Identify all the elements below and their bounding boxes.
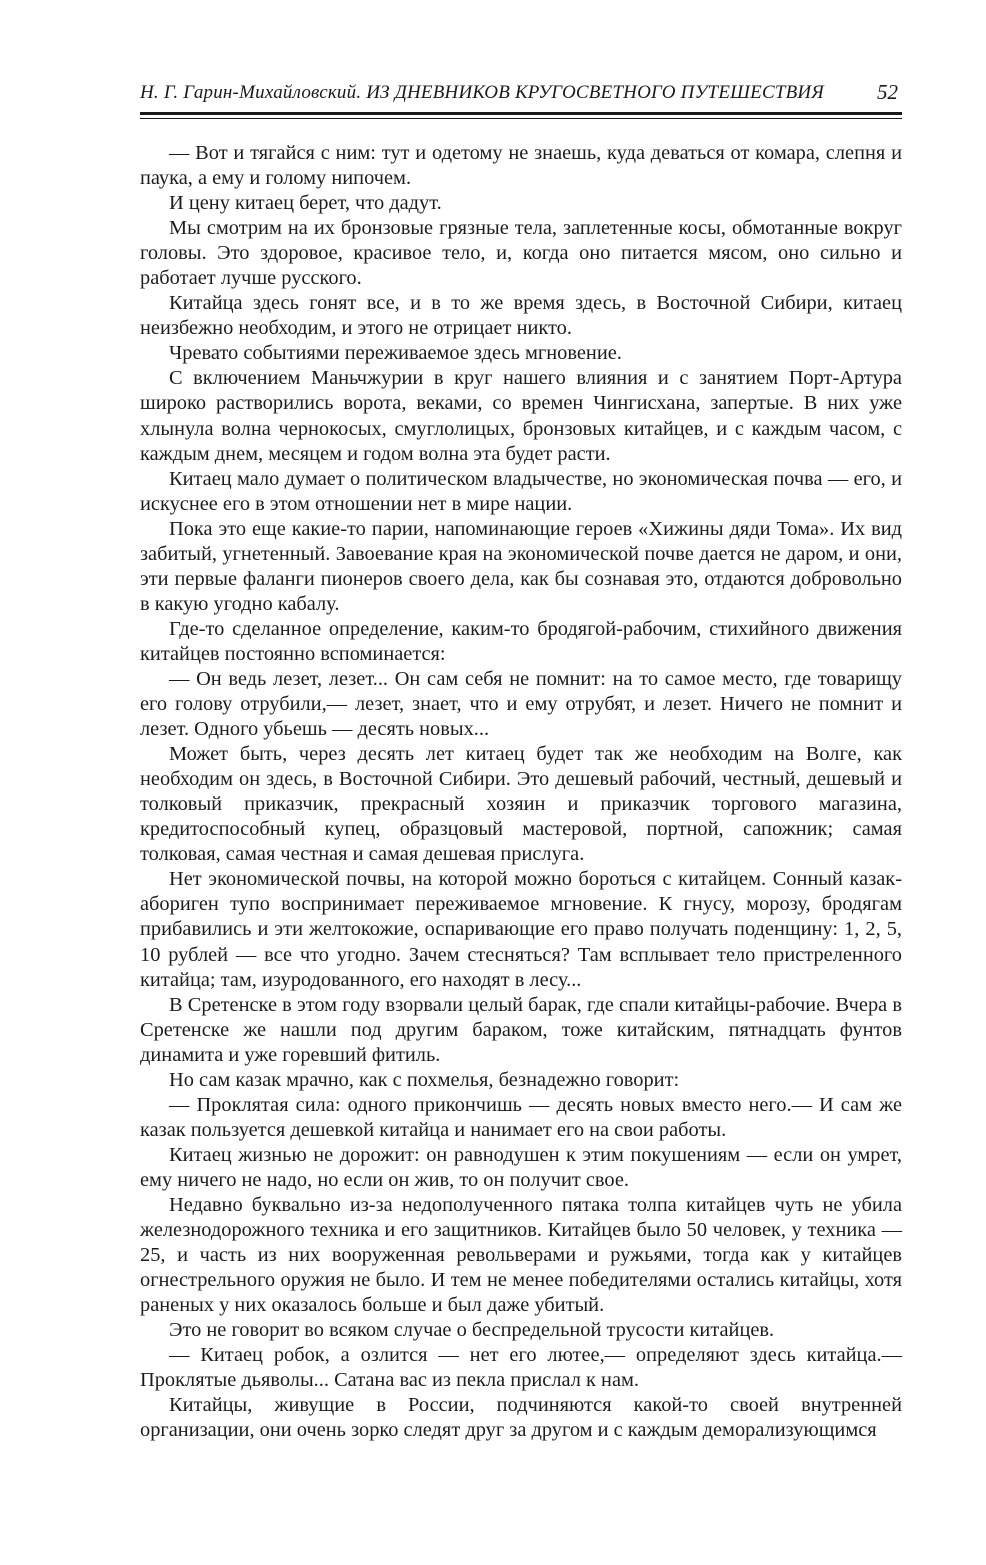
paragraph: И цену китаец берет, что дадут. <box>169 192 442 215</box>
paragraph: С включением Маньчжурии в круг нашего влияния и с занятием Порт-Артура широко растворились ворота, веками, со времен Чингисхана, запертые. В них уже хлынула волна чернокосых, смуглолицых, бронзовых китайцев, и с каждым часом, с каждым днем, месяцем и годом волна эта будет расти. <box>140 367 902 465</box>
paragraph: Но сам казак мрачно, как с похмелья, безнадежно говорит: <box>169 1068 680 1091</box>
paragraph: Мы смотрим на их бронзовые грязные тела, заплетенные косы, обмотанные вокруг головы. Это здоровое, красивое тело, и, когда оно питается мясом, оно сильно и работает лучше русского. <box>140 217 902 290</box>
page-number: 52 <box>877 80 898 104</box>
paragraph: Китайцы, живущие в России, подчиняются какой-то своей внутренней организации, они очень зорко следят друг за другом и с каждым деморализующимся <box>140 1394 902 1442</box>
paragraph: Нет экономической почвы, на которой можно бороться с китайцем. Сонный казак-абориген тупо воспринимает переживаемое мгновение. К гнусу, морозу, бродягам прибавились и эти желтокожие, оспаривающие его право получать поденщину: 1, 2, 5, 10 рублей — все что угодно. Зачем стесняться? Там всплывает тело пристреленного китайца; там, изуродованного, его находят в лесу... <box>140 868 902 991</box>
paragraph: Чревато событиями переживаемое здесь мгновение. <box>169 342 622 365</box>
paragraph: Китайца здесь гонят все, и в то же время здесь, в Восточной Сибири, китаец неизбежно необходим, и этого не отрицает никто. <box>140 292 902 340</box>
paragraph: Это не говорит во всяком случае о беспредельной трусости китайцев. <box>169 1319 775 1342</box>
paragraph: Недавно буквально из-за недополученного пятака толпа китайцев чуть не убила железнодорожного техника и его защитников. Китайцев было 50 человек, у техника — 25, и часть из них вооруженная револьверами и ружьями, тогда как у китайцев огнестрельного оружия не было. И тем не менее победителями остались китайцы, хотя раненых у них оказалось больше и был даже убитый. <box>140 1193 902 1317</box>
paragraph: — Он ведь лезет, лезет... Он сам себя не помнит: на то самое место, где товарищу его голову отрубили,— лезет, знает, что и ему отрубят, и лезет. Ничего не помнит и лезет. Одного убьешь — десять новых... <box>140 667 902 741</box>
paragraph: — Китаец робок, а озлится — нет его лютее,— определяют здесь китайца.— Проклятые дьяволы... Сатана вас из пекла прислал к нам. <box>140 1344 902 1392</box>
paragraph: Пока это еще какие-то парии, напоминающие героев «Хижины дяди Тома». Их вид забитый, угнетенный. Завоевание края на экономической почве дается не даром, и они, эти первые фаланги пионеров своего дела, как бы сознавая это, отдаются добровольно в какую угодно кабалу. <box>140 517 902 615</box>
paragraph: — Вот и тягайся с ним: тут и одетому не знаешь, куда деваться от комара, слепня и паука, а ему и голому нипочем. <box>140 142 902 190</box>
paragraph: Китаец жизнью не дорожит: он равнодушен к этим покушениям — если он умрет, ему ничего не надо, но если он жив, то он получит свое. <box>140 1143 902 1191</box>
running-title: Н. Г. Гарин-Михайловский. ИЗ ДНЕВНИКОВ КРУГОСВЕТНОГО ПУТЕШЕСТВИЯ <box>140 82 824 103</box>
paragraph: Китаец мало думает о политическом владычестве, но экономическая почва — его, и искуснее его в этом отношении нет в мире нации. <box>140 467 902 515</box>
header-rule-thick <box>140 112 902 115</box>
paragraph: Где-то сделанное определение, каким-то бродягой-рабочим, стихийного движения китайцев постоянно вспоминается: <box>140 617 902 665</box>
running-header <box>140 82 902 112</box>
paragraph: — Проклятая сила: одного прикончишь — десять новых вместо него.— И сам же казак пользуется дешевкой китайца и нанимает его на свои работы. <box>140 1093 902 1141</box>
header-rule-thin <box>140 118 902 119</box>
paragraph: В Сретенске в этом году взорвали целый барак, где спали китайцы-рабочие. Вчера в Сретенске же нашли под другим бараком, тоже китайским, пятнадцать фунтов динамита и уже горевший фитиль. <box>140 993 902 1066</box>
body-text <box>140 141 902 1443</box>
paragraph: Может быть, через десять лет китаец будет так же необходим на Волге, как необходим он здесь, в Восточной Сибири. Это дешевый рабочий, честный, дешевый и толковый приказчик, прекрасный хозяин и приказчик торгового магазина, кредитоспособный купец, образцовый мастеровой, портной, сапожник; самая толковая, самая честная и самая дешевая прислуга. <box>140 743 902 866</box>
